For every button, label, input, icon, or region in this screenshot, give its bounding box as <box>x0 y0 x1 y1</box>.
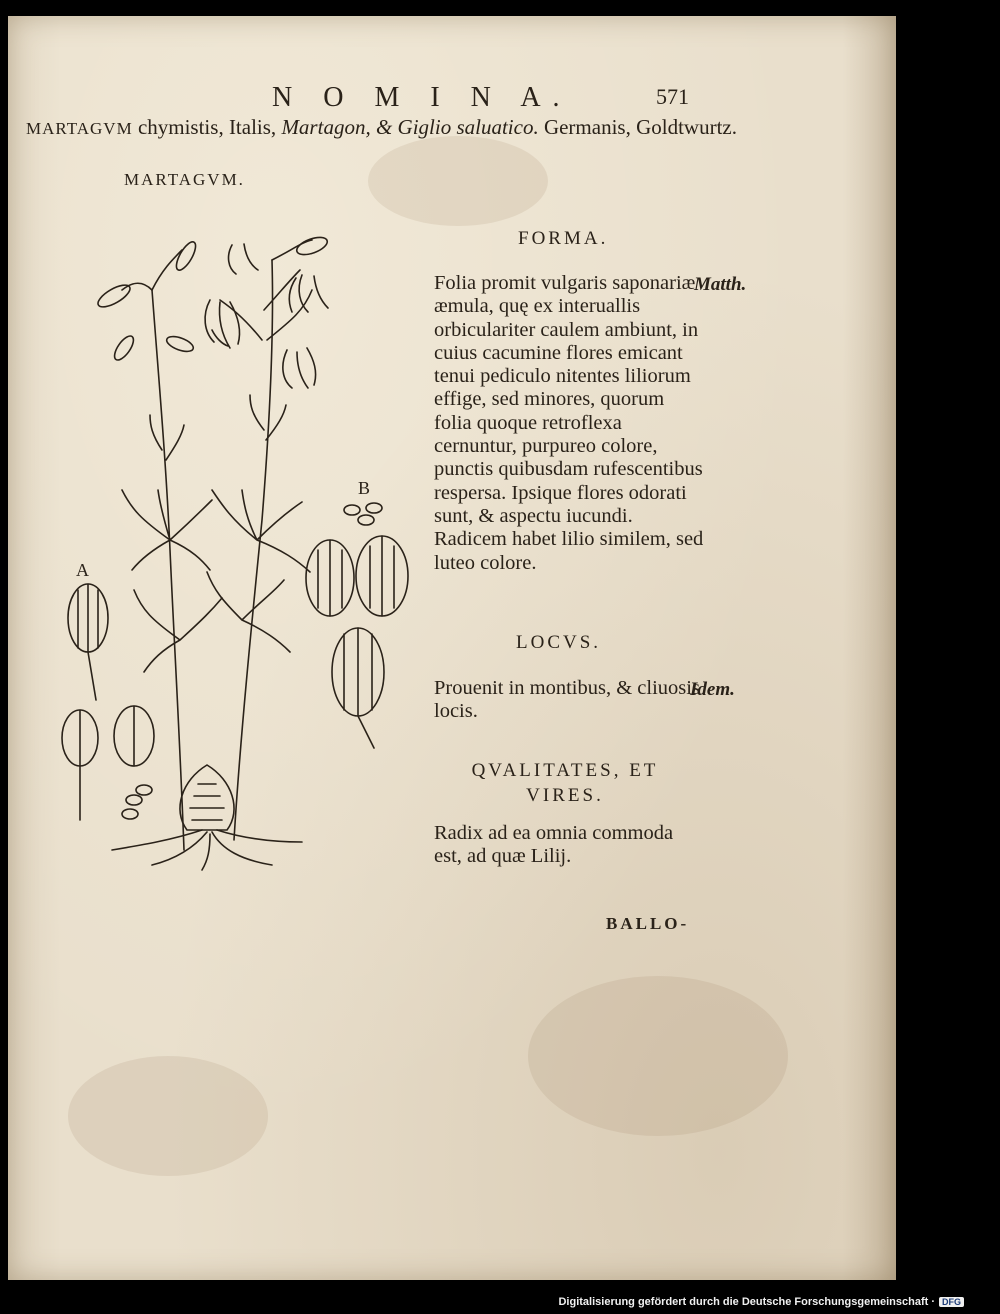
seed <box>126 795 142 805</box>
lily-flower <box>229 244 258 274</box>
plant-label: MARTAGVM. <box>124 170 245 189</box>
leaf-whorl <box>207 572 290 652</box>
footer-text: Digitalisierung gefördert durch die Deutsche Forschungsgemeinschaft · <box>558 1296 935 1308</box>
dfg-logo: DFG <box>939 1297 964 1307</box>
lily-woodcut-illustration <box>52 220 422 880</box>
flower-stalk <box>220 300 262 340</box>
roots <box>112 830 302 870</box>
heading-forma: FORMA. <box>518 228 609 249</box>
flower-bud <box>165 334 195 355</box>
nomina-text-2: Germanis, Goldtwurtz. <box>538 115 737 139</box>
flower-bud <box>95 281 133 311</box>
margin-note-idem: Idem. <box>690 679 735 700</box>
seed-capsule-b <box>344 628 374 748</box>
paper-stain <box>68 1056 268 1176</box>
margin-note-matth: Matth. <box>694 274 747 295</box>
seed <box>136 785 152 795</box>
nomina-line <box>26 114 756 142</box>
plant-stem <box>152 290 184 850</box>
paper-stain <box>368 136 548 226</box>
lily-flower <box>289 275 328 312</box>
flower-bud <box>111 333 137 363</box>
heading-locus: LOCVS. <box>516 632 602 653</box>
flower-stalk <box>272 240 312 260</box>
heading-qualitates-line-1: QVALITATES, ET <box>471 760 659 781</box>
paper-stain <box>528 976 788 1136</box>
forma-paragraph: Folia promit vulgaris saponariæ æmula, quę ex interuallis orbiculariter caulem ambiunt, in cuius cacumine flores emicant tenui pediculo nitentes liliorum effige, sed minores, quorum folia quoque retroflexa cernuntur, purpureo colore, punctis quibusdam rufescentibus respersa. Ipsique flores odorati sunt, & aspectu iucundi. Radicem habet lilio similem, sed luteo colore. <box>434 272 704 574</box>
lily-flower <box>283 348 316 388</box>
running-head: N O M I N A. <box>272 82 572 113</box>
plant-stem <box>234 260 273 840</box>
lily-flower <box>205 300 240 348</box>
flower-stalk <box>264 270 300 310</box>
nomina-text-1: chymistis, Italis, <box>132 115 282 139</box>
nomina-italic: Martagon, & Giglio saluatico. <box>281 115 539 139</box>
heading-qualitates-line-2: VIRES. <box>526 785 604 806</box>
seed <box>366 503 382 513</box>
digitization-footer <box>558 1296 964 1308</box>
leaf <box>150 415 184 460</box>
seed <box>344 505 360 515</box>
figure-label-b: B <box>358 478 371 498</box>
flower-bud <box>295 234 330 258</box>
figure-label-a: A <box>76 560 89 580</box>
qualitates-paragraph: Radix ad ea omnia commoda est, ad quæ Lilij. <box>434 822 674 868</box>
nomina-lead: MARTAGVM <box>26 119 133 138</box>
locus-paragraph: Prouenit in montibus, & cliuosis locis. <box>434 677 700 723</box>
catchword: BALLO- <box>606 914 690 933</box>
leaf-whorl <box>134 590 222 672</box>
bulb-scales <box>190 784 224 820</box>
seed <box>358 515 374 525</box>
seed-capsule-a <box>78 584 98 700</box>
page-number: 571 <box>656 84 689 109</box>
flower-stalk <box>122 283 152 290</box>
seed <box>122 809 138 819</box>
heading-qualitates <box>450 758 680 808</box>
